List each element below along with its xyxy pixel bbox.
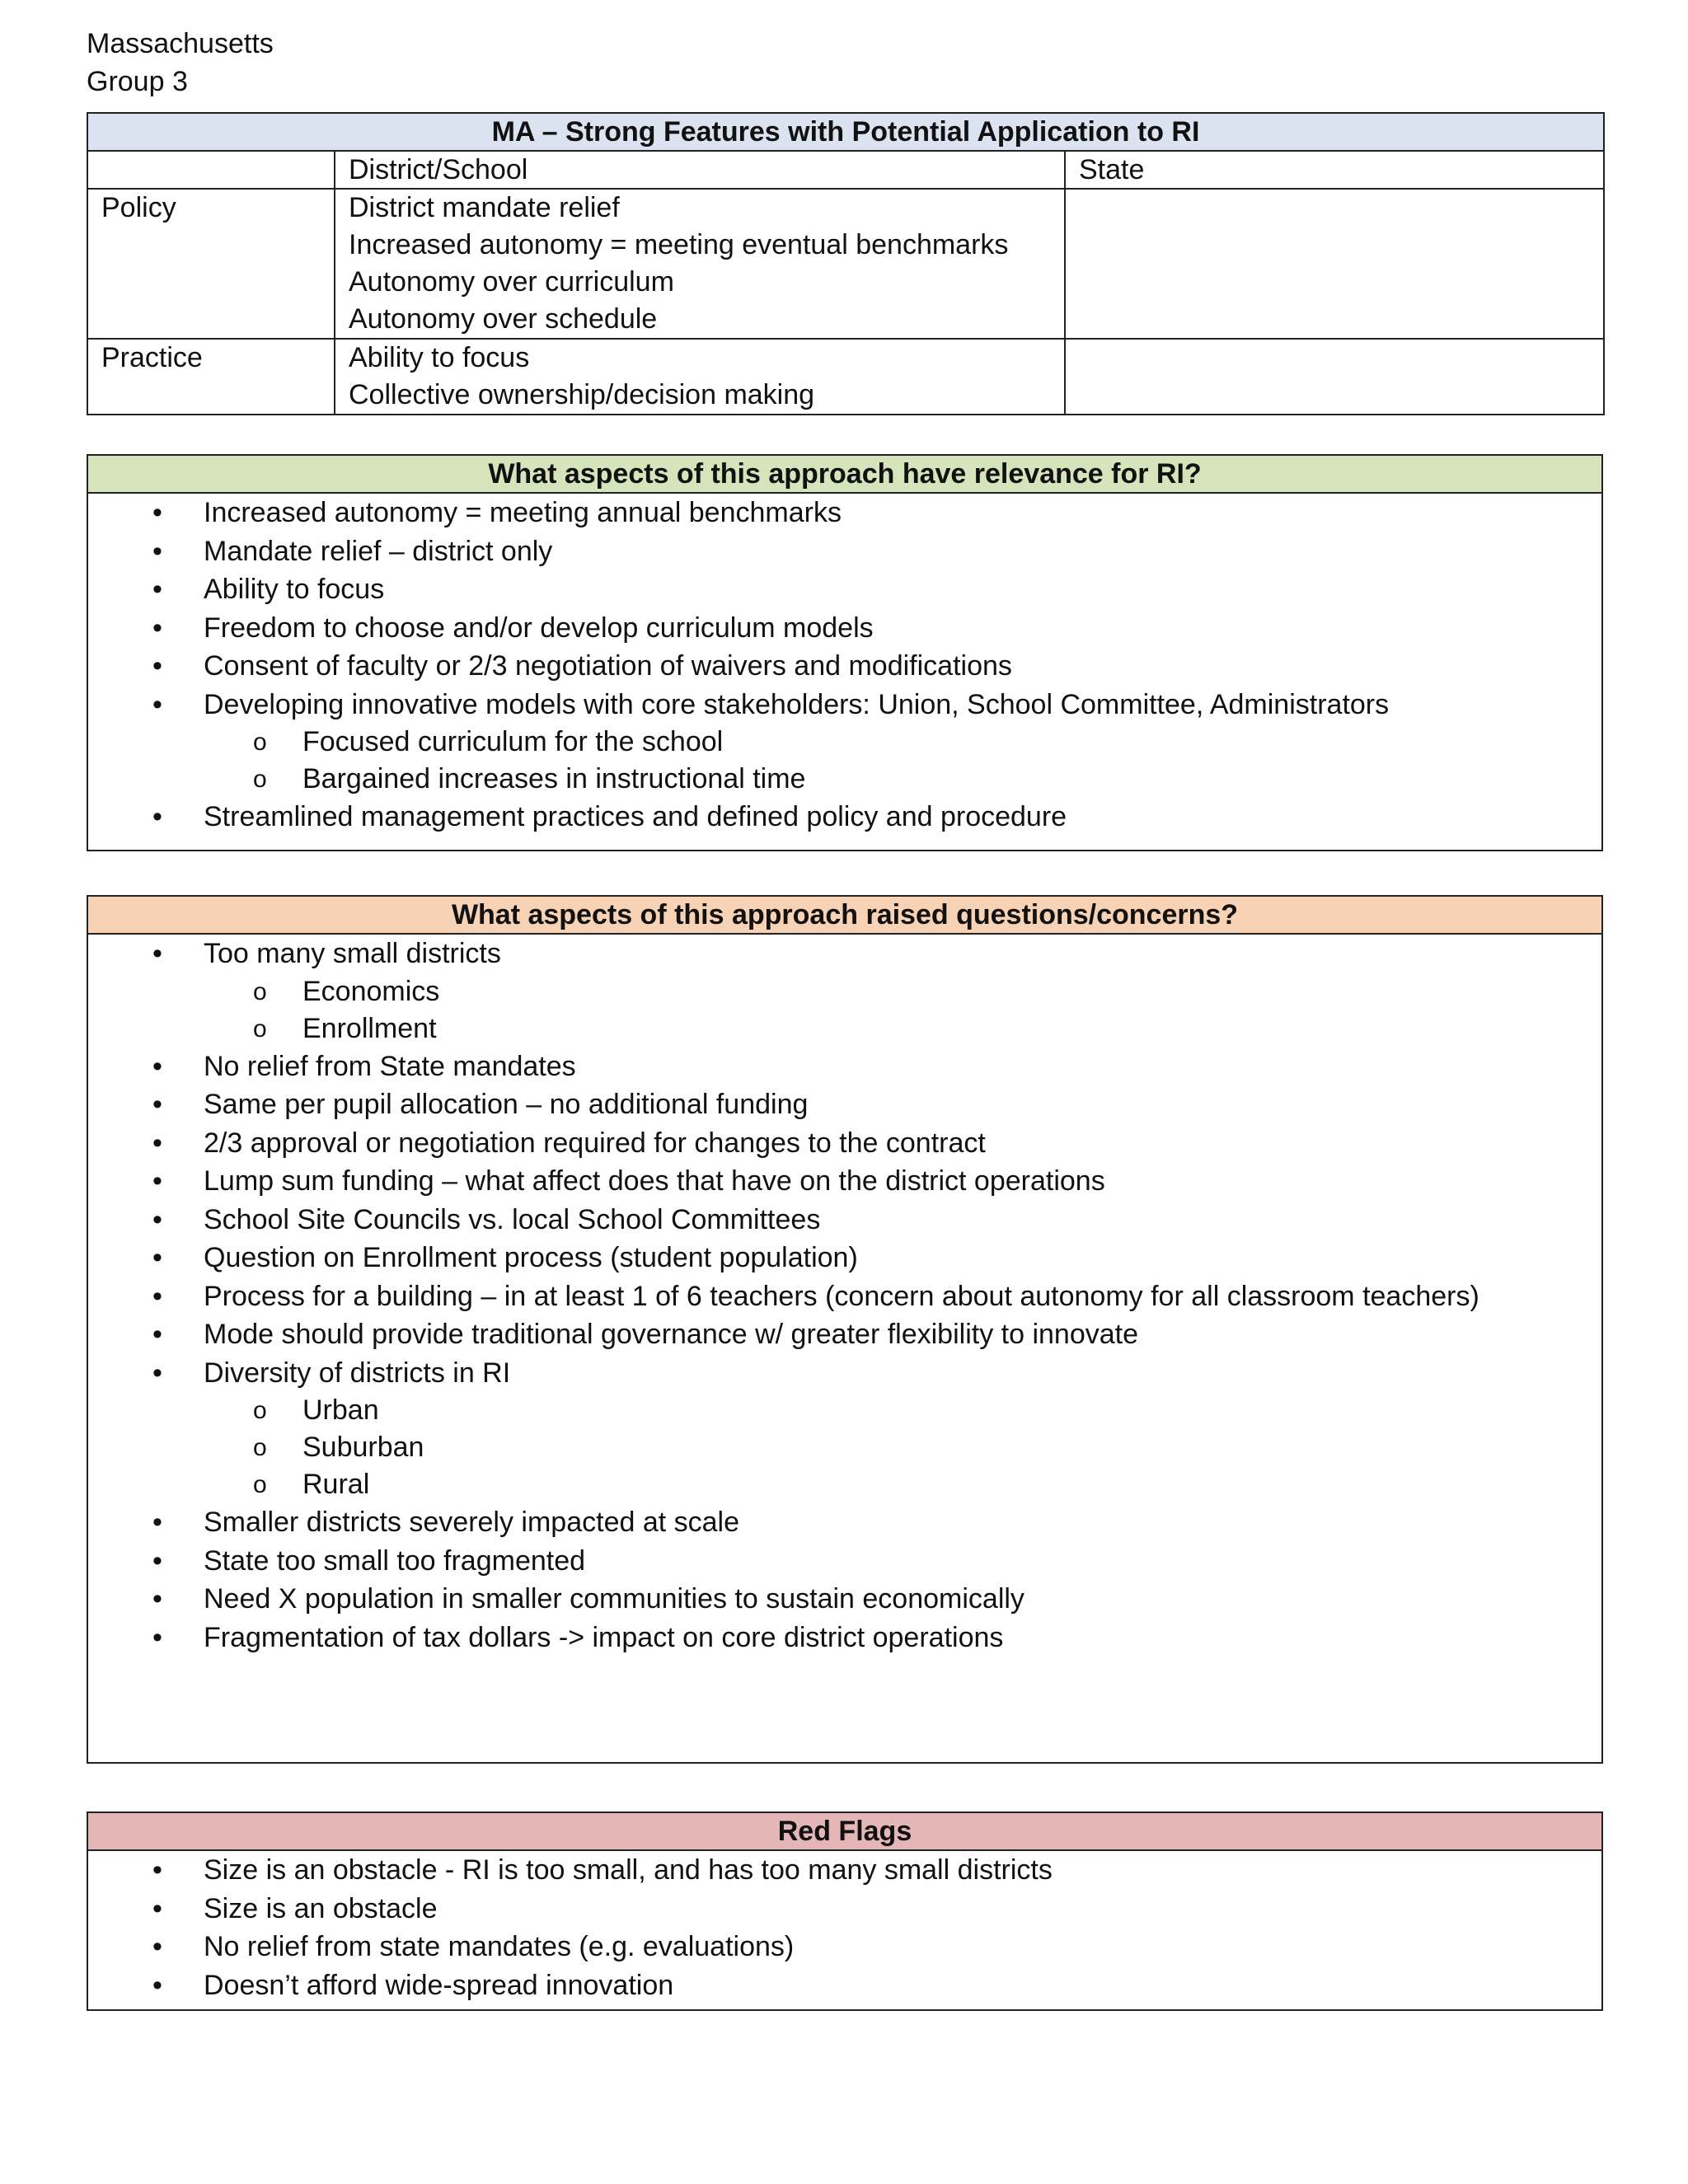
list-item: • Streamlined management practices and defined policy and procedure bbox=[88, 798, 1601, 837]
policy-district-school-cell bbox=[335, 189, 1065, 339]
policy-state-cell bbox=[1065, 189, 1604, 339]
list-item: • School Site Councils vs. local School Committees bbox=[88, 1201, 1601, 1240]
list-item: • Size is an obstacle - RI is too small, and has too many small districts bbox=[88, 1851, 1601, 1890]
practice-district-school-cell bbox=[335, 339, 1065, 415]
sub-list-item: o Suburban bbox=[88, 1429, 1601, 1466]
sub-list-item: o Focused curriculum for the school bbox=[88, 724, 1601, 761]
list-item: District mandate relief bbox=[349, 192, 620, 223]
list-item: • Size is an obstacle bbox=[88, 1890, 1601, 1929]
list-item: • No relief from state mandates (e.g. evaluations) bbox=[88, 1928, 1601, 1966]
strong-features-table bbox=[87, 112, 1605, 415]
list-item: • Diversity of districts in RI bbox=[88, 1354, 1601, 1393]
table-row-policy bbox=[87, 189, 1604, 339]
list-item: Increased autonomy = meeting eventual benchmarks bbox=[349, 229, 1009, 260]
list-item: • Need X population in smaller communities to sustain economically bbox=[88, 1580, 1601, 1619]
list-item: • Too many small districts bbox=[88, 935, 1601, 973]
concerns-list bbox=[88, 935, 1601, 1657]
list-item: • Fragmentation of tax dollars -> impact on core district operations bbox=[88, 1619, 1601, 1657]
red-flags-title: Red Flags bbox=[88, 1813, 1601, 1851]
list-item: • Increased autonomy = meeting annual benchmarks bbox=[88, 494, 1601, 532]
column-header-blank bbox=[87, 151, 335, 189]
list-item: Ability to focus bbox=[349, 342, 530, 373]
sub-list-item: o Urban bbox=[88, 1392, 1601, 1429]
list-item: • Mandate relief – district only bbox=[88, 532, 1601, 571]
list-item: • No relief from State mandates bbox=[88, 1047, 1601, 1086]
sub-list-item: o Enrollment bbox=[88, 1010, 1601, 1047]
list-item: • Smaller districts severely impacted at scale bbox=[88, 1503, 1601, 1542]
row-label-practice: Practice bbox=[87, 339, 335, 415]
concerns-section bbox=[87, 895, 1603, 1764]
list-item: • Same per pupil allocation – no additional funding bbox=[88, 1085, 1601, 1124]
list-item: • Doesn’t afford wide-spread innovation bbox=[88, 1966, 1601, 2005]
column-header-state: State bbox=[1065, 151, 1604, 189]
table-row-practice bbox=[87, 339, 1604, 415]
list-item: • Freedom to choose and/or develop curriculum models bbox=[88, 609, 1601, 648]
practice-state-cell bbox=[1065, 339, 1604, 415]
row-label-policy: Policy bbox=[87, 189, 335, 339]
list-item: Autonomy over curriculum bbox=[349, 266, 674, 298]
relevance-title: What aspects of this approach have relevance for RI? bbox=[88, 456, 1601, 494]
sub-list-item: o Rural bbox=[88, 1466, 1601, 1503]
relevance-list bbox=[88, 494, 1601, 837]
list-item: • Developing innovative models with core stakeholders: Union, School Committee, Administrators bbox=[88, 686, 1601, 724]
column-header-district-school: District/School bbox=[335, 151, 1065, 189]
list-item: Autonomy over schedule bbox=[349, 303, 658, 335]
red-flags-section bbox=[87, 1811, 1603, 2011]
list-item: • Mode should provide traditional governance w/ greater flexibility to innovate bbox=[88, 1315, 1601, 1354]
list-item: • Lump sum funding – what affect does that have on the district operations bbox=[88, 1162, 1601, 1201]
red-flags-list bbox=[88, 1851, 1601, 2004]
features-table-title: MA – Strong Features with Potential Application to RI bbox=[87, 113, 1604, 151]
group-name: Group 3 bbox=[87, 66, 188, 97]
state-name: Massachusetts bbox=[87, 28, 274, 59]
list-item: • Ability to focus bbox=[88, 570, 1601, 609]
list-item: • 2/3 approval or negotiation required for changes to the contract bbox=[88, 1124, 1601, 1163]
sub-list-item: o Economics bbox=[88, 973, 1601, 1010]
concerns-title: What aspects of this approach raised questions/concerns? bbox=[88, 897, 1601, 935]
list-item: • State too small too fragmented bbox=[88, 1542, 1601, 1581]
relevance-section bbox=[87, 454, 1603, 851]
list-item: • Consent of faculty or 2/3 negotiation of waivers and modifications bbox=[88, 647, 1601, 686]
document-header bbox=[87, 25, 274, 101]
sub-list-item: o Bargained increases in instructional time bbox=[88, 761, 1601, 798]
list-item: • Question on Enrollment process (student population) bbox=[88, 1239, 1601, 1277]
list-item: Collective ownership/decision making bbox=[349, 379, 815, 410]
list-item: • Process for a building – in at least 1 of 6 teachers (concern about autonomy for all classroom teachers) bbox=[88, 1277, 1601, 1316]
